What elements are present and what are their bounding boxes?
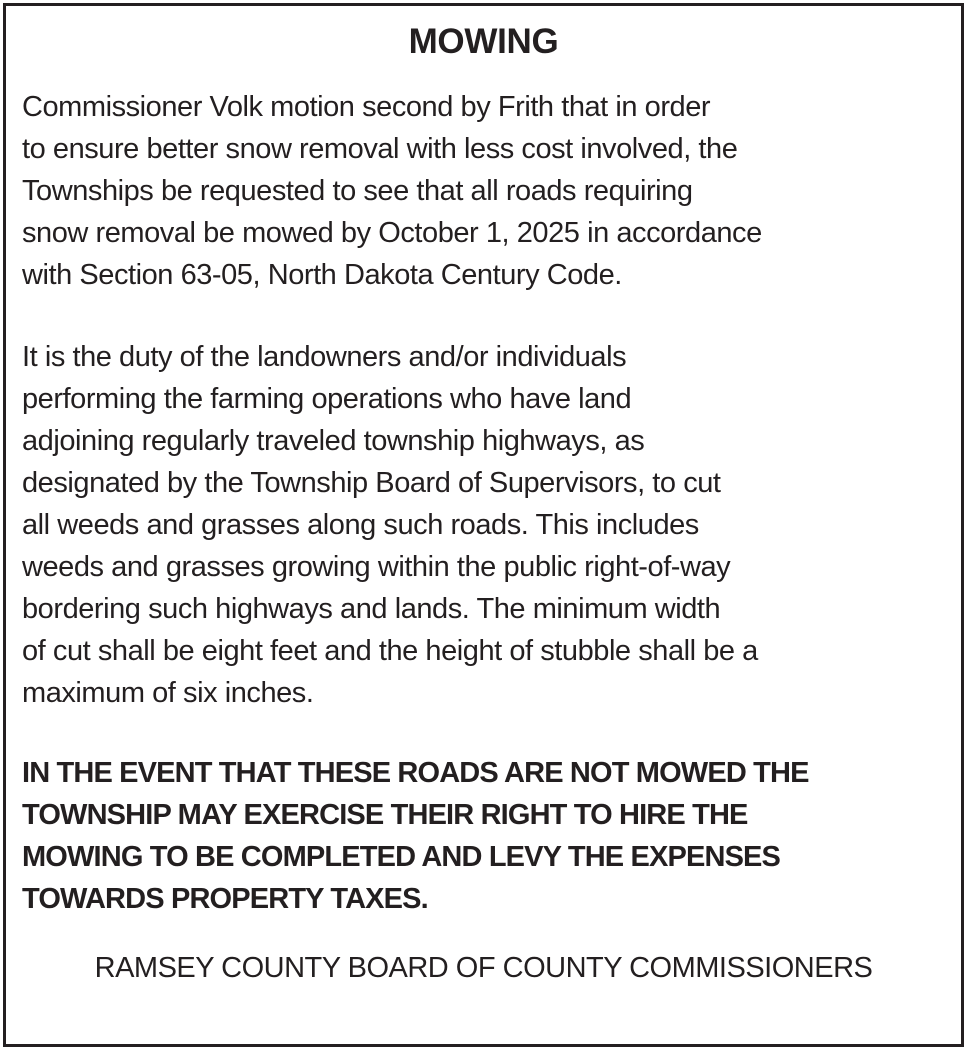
paragraph-line: TOWNSHIP MAY EXERCISE THEIR RIGHT TO HIRE THE (22, 799, 748, 831)
warning-paragraph (22, 752, 962, 920)
paragraph-line: adjoining regularly traveled township highways, as (22, 425, 645, 457)
paragraph-line: to ensure better snow removal with less cost involved, the (22, 133, 738, 165)
paragraph-line: Commissioner Volk motion second by Frith that in order (22, 91, 711, 123)
paragraph-line: Townships be requested to see that all roads requiring (22, 175, 693, 207)
signature-line: RAMSEY COUNTY BOARD OF COUNTY COMMISSIONERS (94, 952, 873, 984)
paragraph-line: TOWARDS PROPERTY TAXES. (22, 883, 428, 915)
paragraph-line: all weeds and grasses along such roads. This includes (22, 509, 699, 541)
paragraph-line: MOWING TO BE COMPLETED AND LEVY THE EXPENSES (22, 841, 781, 873)
paragraph-line: of cut shall be eight feet and the height of stubble shall be a (22, 635, 758, 667)
notice-title: MOWING (408, 22, 559, 61)
paragraph-line: IN THE EVENT THAT THESE ROADS ARE NOT MOWED THE (22, 757, 809, 789)
duty-paragraph (22, 336, 962, 714)
legal-notice (3, 3, 964, 1047)
paragraph-line: snow removal be mowed by October 1, 2025 in accordance (22, 217, 762, 249)
paragraph-line: It is the duty of the landowners and/or individuals (22, 341, 627, 373)
paragraph-line: designated by the Township Board of Supervisors, to cut (22, 467, 721, 499)
paragraph-line: maximum of six inches. (22, 677, 314, 709)
motion-paragraph (22, 86, 962, 296)
paragraph-line: with Section 63-05, North Dakota Century Code. (22, 259, 622, 291)
paragraph-line: bordering such highways and lands. The minimum width (22, 593, 721, 625)
paragraph-line: weeds and grasses growing within the public right-of-way (22, 551, 731, 583)
paragraph-line: performing the farming operations who have land (22, 383, 632, 415)
